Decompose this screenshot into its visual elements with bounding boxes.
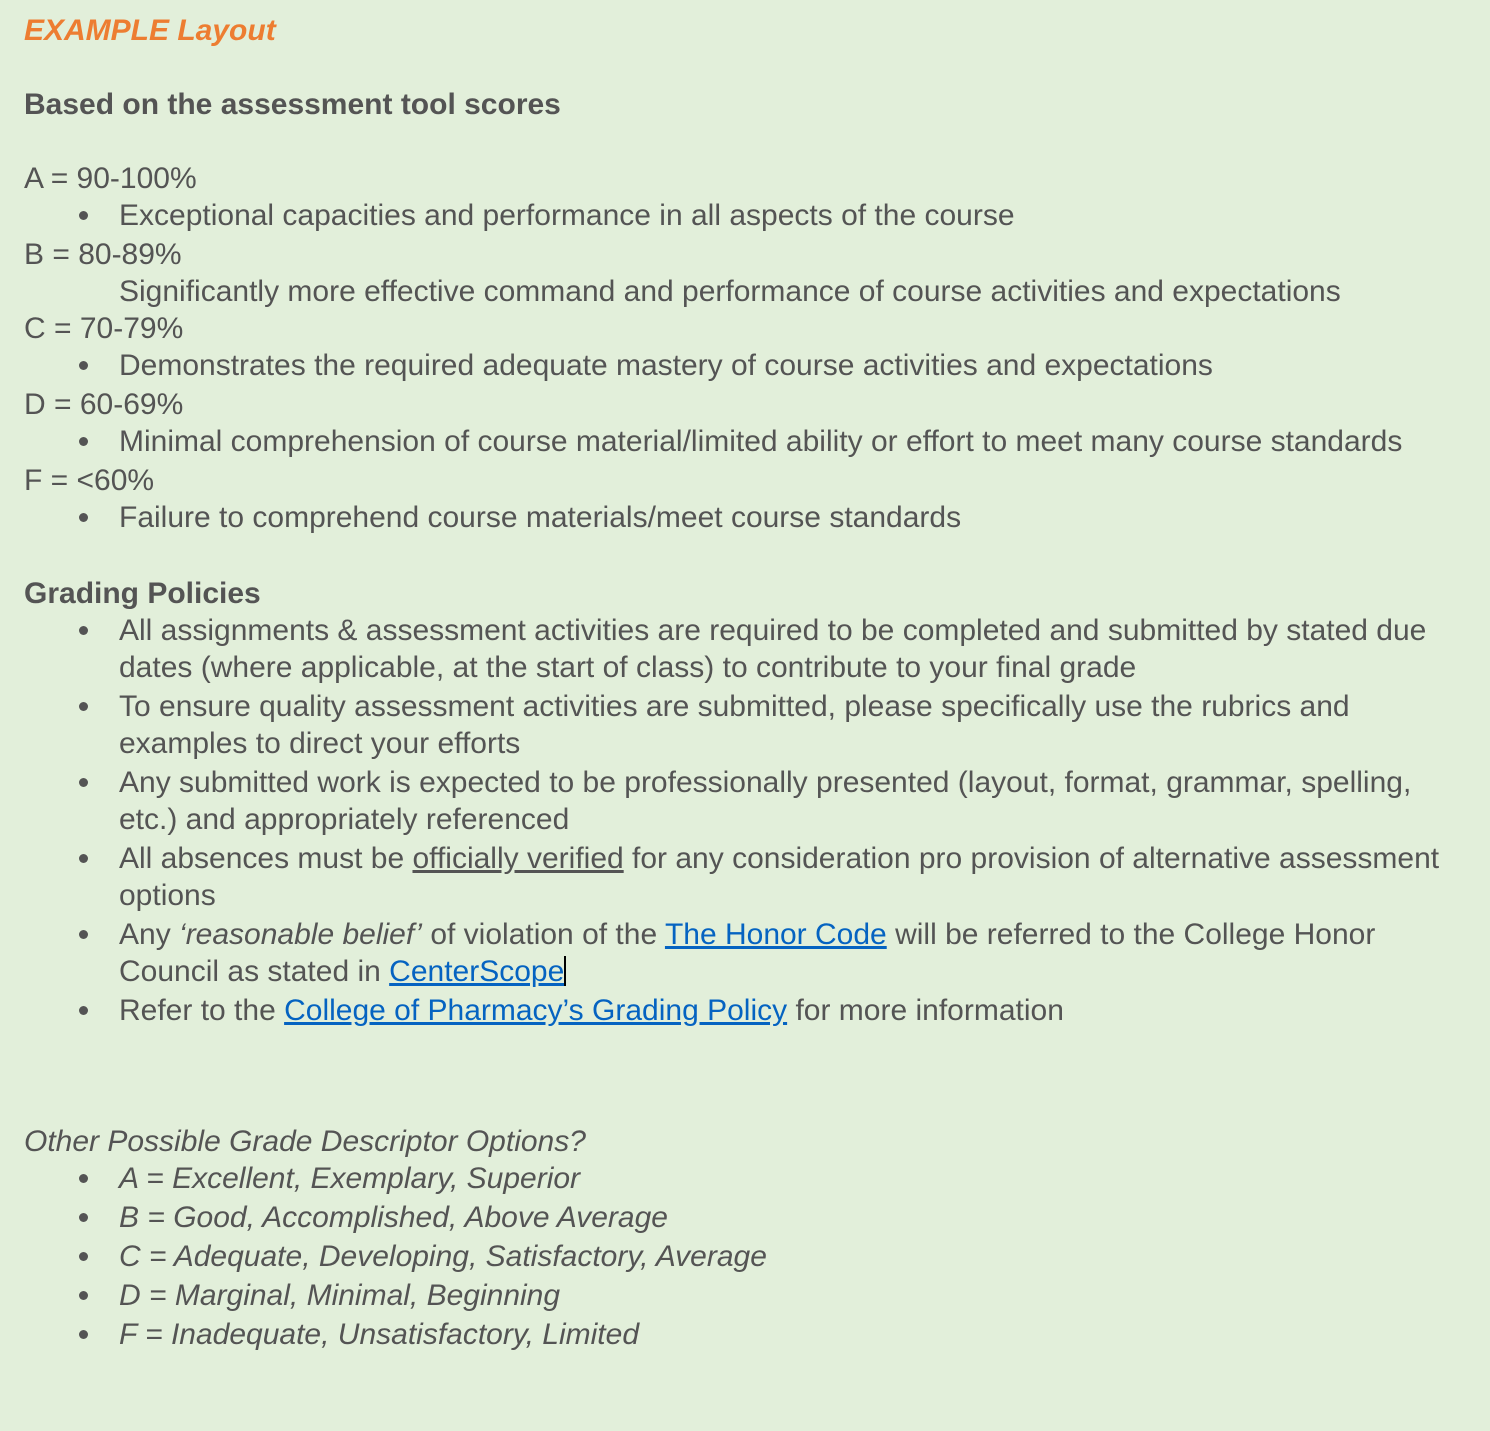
bullet-icon xyxy=(73,347,93,384)
grade-d-description xyxy=(24,423,1490,460)
bullet-icon xyxy=(73,612,93,649)
assessment-heading: Based on the assessment tool scores xyxy=(24,88,561,121)
descriptor-heading: Other Possible Grade Descriptor Options? xyxy=(24,1125,586,1158)
policies-heading: Grading Policies xyxy=(24,577,261,610)
bullet-icon xyxy=(73,197,93,234)
bullet-icon xyxy=(73,1199,93,1236)
descriptor-item xyxy=(24,1160,1490,1197)
descriptor-item xyxy=(24,1199,1490,1236)
spacer xyxy=(24,49,1490,86)
policy-item xyxy=(24,916,1490,990)
bullet-icon xyxy=(73,1316,93,1353)
grade-c-description xyxy=(24,347,1490,384)
descriptor-text: F = Inadequate, Unsatisfactory, Limited xyxy=(119,1318,640,1351)
bullet-icon xyxy=(73,1160,93,1197)
grade-a-description xyxy=(24,197,1490,234)
policy-text-post: for any consideration pro provision of alternative assessment options xyxy=(119,842,1440,912)
bullet-icon xyxy=(73,688,93,725)
descriptor-text: A = Excellent, Exemplary, Superior xyxy=(119,1162,581,1195)
policy-text: All assignments & assessment activities are required to be completed and submitted by stated due dates (where applicable, at the start of class) to contribute to your final grade xyxy=(119,614,1427,684)
policy-item xyxy=(24,612,1490,686)
bullet-icon xyxy=(73,423,93,460)
grade-b-description: Significantly more effective command and performance of course activities and expectations xyxy=(119,275,1341,308)
policy-item xyxy=(24,840,1490,914)
policy-item xyxy=(24,764,1490,838)
descriptor-item xyxy=(24,1238,1490,1275)
policy-text-post: for more information xyxy=(787,994,1064,1027)
spacer xyxy=(24,538,1490,575)
grade-range-f: F = <60% xyxy=(24,464,155,497)
grade-description-text: Failure to comprehend course materials/meet course standards xyxy=(119,501,962,534)
grade-range-c: C = 70-79% xyxy=(24,312,184,345)
policies-list xyxy=(24,612,1490,1029)
grade-description-text: Demonstrates the required adequate mastery of course activities and expectations xyxy=(119,349,1213,382)
honor-code-link[interactable]: The Honor Code xyxy=(664,918,887,951)
policy-item xyxy=(24,992,1490,1029)
policy-text-pre: Refer to the xyxy=(119,994,285,1027)
descriptor-list xyxy=(24,1160,1490,1353)
bullet-icon xyxy=(73,1277,93,1314)
descriptor-text: D = Marginal, Minimal, Beginning xyxy=(119,1279,561,1312)
grading-policy-link[interactable]: College of Pharmacy’s Grading Policy xyxy=(284,994,788,1027)
descriptor-item xyxy=(24,1277,1490,1314)
grade-f-list xyxy=(24,499,1490,536)
text-cursor xyxy=(564,956,566,986)
grade-range-d: D = 60-69% xyxy=(24,388,184,421)
grade-d-list xyxy=(24,423,1490,460)
bullet-icon xyxy=(73,499,93,536)
bullet-icon xyxy=(73,840,93,877)
grade-description-text: Exceptional capacities and performance in all aspects of the course xyxy=(119,199,1015,232)
policy-text: Any submitted work is expected to be professionally presented (layout, format, grammar, spelling, etc.) and appropriately referenced xyxy=(119,766,1412,836)
centerscope-link[interactable]: CenterScope xyxy=(389,955,565,988)
grade-description-text: Minimal comprehension of course material/limited ability or effort to meet many course standards xyxy=(119,425,1403,458)
bullet-icon xyxy=(73,1238,93,1275)
descriptor-item xyxy=(24,1316,1490,1353)
reasonable-belief-text: ‘reasonable belief’ xyxy=(179,918,422,951)
descriptor-text: B = Good, Accomplished, Above Average xyxy=(119,1201,668,1234)
document-title: EXAMPLE Layout xyxy=(24,14,276,47)
policy-text-mid: of violation of the xyxy=(421,918,665,951)
officially-verified-text: officially verified xyxy=(412,842,624,875)
bullet-icon xyxy=(73,916,93,953)
policy-text-mid2: will be referred to the College Honor Council as stated in xyxy=(119,918,1376,988)
grade-c-list xyxy=(24,347,1490,384)
spacer xyxy=(24,123,1490,160)
bullet-icon xyxy=(73,992,93,1029)
grade-a-list xyxy=(24,197,1490,234)
grade-range-a: A = 90-100% xyxy=(24,162,197,195)
descriptor-text: C = Adequate, Developing, Satisfactory, Average xyxy=(119,1240,767,1273)
grade-range-b: B = 80-89% xyxy=(24,238,182,271)
spacer xyxy=(24,1031,1490,1123)
policy-text: To ensure quality assessment activities are submitted, please specifically use the rubrics and examples to direct your efforts xyxy=(119,690,1350,760)
bullet-icon xyxy=(73,764,93,801)
policy-text-pre: Any xyxy=(119,918,180,951)
policy-item xyxy=(24,688,1490,762)
policy-text-pre: All absences must be xyxy=(119,842,413,875)
grade-f-description xyxy=(24,499,1490,536)
